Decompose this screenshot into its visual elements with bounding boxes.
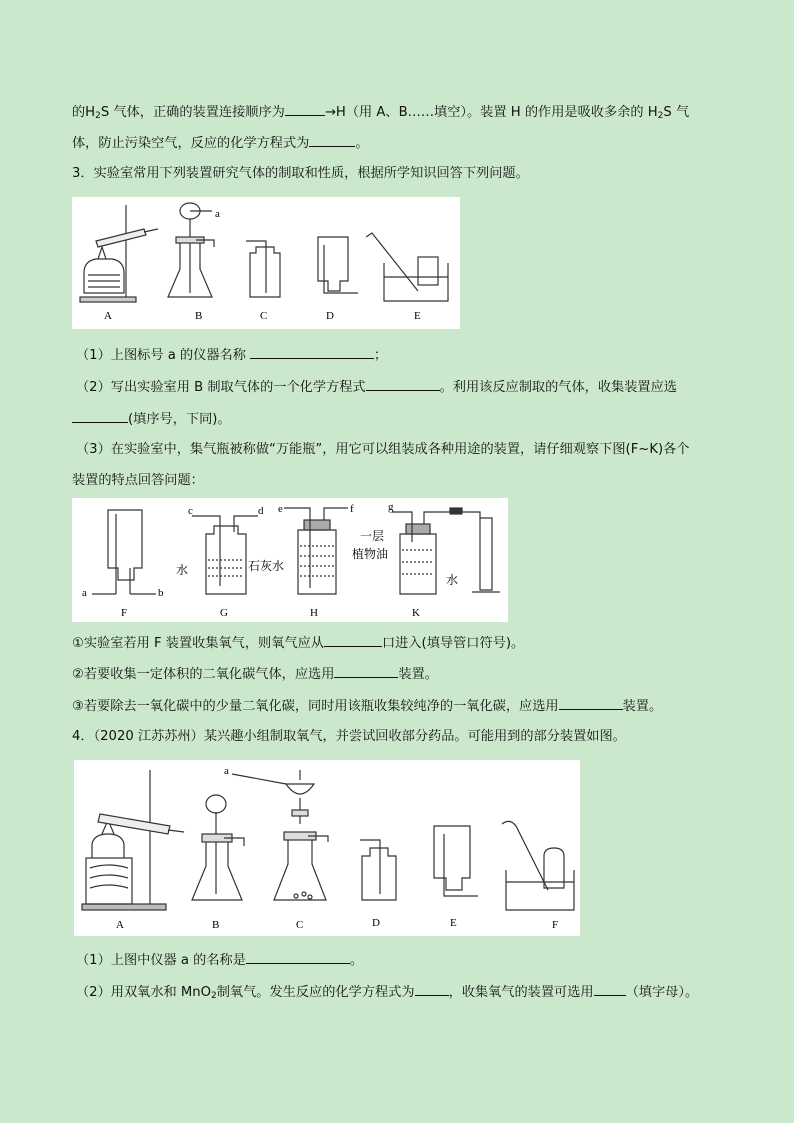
label: K [412, 607, 420, 619]
mark-a: a [224, 765, 229, 777]
label: G [220, 607, 228, 619]
port-label: e [278, 503, 283, 515]
text: 装置。 [398, 667, 438, 682]
text: 装置。 [622, 699, 663, 714]
answer-blank[interactable] [246, 950, 350, 964]
answer-blank[interactable] [309, 133, 355, 147]
text: 4．（2020 江苏苏州）某兴趣小组制取氧气，并尝试回收部分药品。可能用到的部分装置如图。 [72, 729, 626, 744]
text: 制氧气。发生反应的化学方程式为 [216, 985, 415, 1000]
text: （填字母）。 [625, 985, 699, 1000]
label: B [195, 310, 203, 322]
text: ②若要收集一定体积的二氧化碳气体，应选用 [72, 667, 335, 682]
q3-sub3 [72, 696, 662, 716]
text: （1）上图中仪器 a 的名称是 [76, 953, 246, 968]
answer-blank[interactable] [324, 633, 382, 647]
q3-figure-1 [72, 197, 460, 329]
subscript: 2 [657, 111, 664, 121]
q4-part1 [76, 950, 363, 970]
text: ①实验室若用 F 装置收集氧气，则氧气应从 [72, 636, 324, 651]
label: F [121, 607, 128, 619]
port-label: d [258, 505, 264, 517]
text: （2）用双氧水和 MnO [76, 985, 212, 1000]
answer-blank[interactable] [250, 345, 374, 359]
answer-blank[interactable] [415, 982, 449, 996]
label: H [310, 607, 318, 619]
q4-figure [74, 760, 580, 936]
q3-part3-cont [72, 472, 204, 490]
text: S 气 [663, 105, 690, 120]
oil-label-1: 一层 [360, 529, 385, 543]
text: 装置的特点回答问题： [72, 473, 204, 488]
text: 。 [355, 136, 369, 151]
oil-label-2: 植物油 [352, 547, 389, 561]
answer-blank[interactable] [72, 409, 128, 423]
q3-part1 [76, 345, 387, 365]
text: 体，防止污染空气，反应的化学方程式为 [72, 136, 310, 151]
q4-stem [72, 728, 626, 746]
text: 。利用该反应制取的气体，收集装置应选 [439, 380, 677, 395]
port-label: a [82, 587, 87, 599]
label: E [414, 310, 421, 322]
label: D [372, 917, 380, 929]
text: (填序号，下同)。 [128, 412, 231, 427]
q3-figure-2 [72, 498, 508, 622]
text: （3）在实验室中，集气瓶被称做“万能瓶”，用它可以组装成各种用途的装置，请仔细观察下图(F~K)各个 [76, 442, 690, 457]
label: F [552, 919, 559, 931]
answer-blank[interactable] [285, 102, 325, 116]
label: A [104, 310, 112, 322]
answer-blank[interactable] [334, 664, 398, 678]
q3-sub2 [72, 664, 438, 684]
text: 。 [349, 953, 364, 968]
text: ，收集氧气的装置可选用 [448, 985, 594, 1000]
q2-line-1 [72, 102, 689, 122]
subscript: 2 [211, 991, 217, 1001]
q3-part3 [76, 441, 690, 459]
text: 3．实验室常用下列装置研究气体的制取和性质，根据所学知识回答下列问题。 [72, 166, 529, 181]
answer-blank[interactable] [594, 982, 626, 996]
port-label: g [388, 501, 394, 513]
text: （2）写出实验室用 B 制取气体的一个化学方程式 [76, 380, 366, 395]
text: ③若要除去一氧化碳中的少量二氧化碳，同时用该瓶收集较纯净的一氧化碳，应选用 [72, 699, 559, 714]
label: C [296, 919, 304, 931]
label: E [450, 917, 457, 929]
text: 的H [72, 105, 96, 120]
text: S 气体，正确的装置连接顺序为 [100, 105, 285, 120]
q3-part2 [76, 377, 677, 397]
port-label: c [188, 505, 193, 517]
q2-line-2 [72, 133, 369, 153]
text: （1）上图标号 a 的仪器名称 [76, 348, 246, 363]
water-label-2: 水 [446, 573, 459, 587]
label: D [326, 310, 334, 322]
subscript: 2 [95, 111, 101, 121]
q4-part2 [76, 982, 698, 1002]
port-label: f [350, 503, 354, 515]
limewater-label: 石灰水 [248, 559, 285, 573]
text: ； [373, 348, 388, 363]
answer-blank[interactable] [559, 696, 623, 710]
q3-stem [72, 165, 529, 183]
q3-sub1 [72, 633, 524, 653]
q3-part2-cont [72, 409, 231, 429]
port-label: b [158, 587, 164, 599]
answer-blank[interactable] [366, 377, 440, 391]
water-label: 水 [176, 563, 189, 577]
label: A [116, 919, 124, 931]
text: 口进入(填导管口符号)。 [381, 636, 525, 651]
label: C [260, 310, 268, 322]
label: B [212, 919, 220, 931]
text: →H（用 A、B……填空）。装置 H 的作用是吸收多余的 H [324, 105, 658, 120]
mark-a: a [215, 208, 220, 220]
